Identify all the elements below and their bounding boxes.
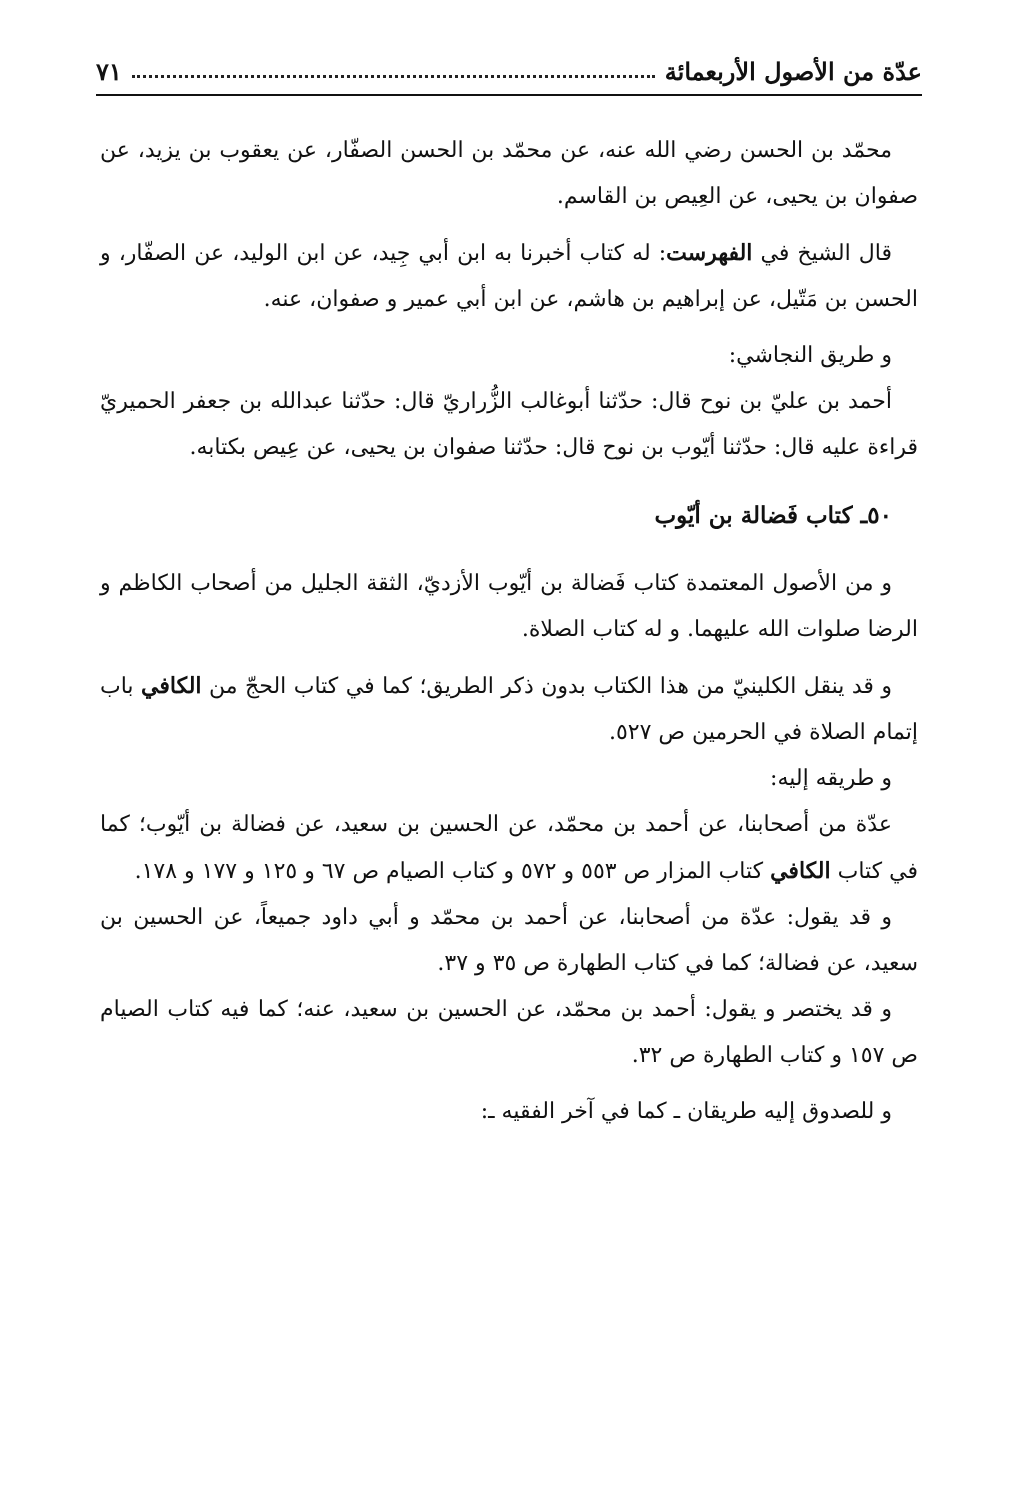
- paragraph-10: و قد يختصر و يقول: أحمد بن محمّد، عن الحسين بن سعيد، عنه؛ كما فيه كتاب الصيام ص ١٥٧ و كتاب الطهارة ص ٣٢.: [100, 997, 918, 1068]
- paragraph-2: [100, 230, 918, 323]
- paragraph-8-rest: كتاب المزار ص ٥٥٣ و ٥٧٢ و كتاب الصيام ص ٦٧ و ١٢٥ و ١٧٧ و ١٧٨.: [134, 859, 771, 884]
- fihrist-title: الفهرست: [666, 240, 753, 266]
- running-header: [96, 50, 922, 96]
- paragraph-1: محمّد بن الحسن رضي الله عنه، عن محمّد بن الحسن الصفّار، عن يعقوب بن يزيد، عن صفوان بن يحيى، عن العِيص بن القاسم.: [100, 138, 918, 209]
- paragraph-11: و للصدوق إليه طريقان ـ كما في آخر الفقيه ـ:: [480, 1099, 892, 1124]
- page-number: ٧١: [96, 57, 122, 86]
- kafi-title: الكافي: [141, 673, 202, 699]
- section-heading: ٥٠ـ كتاب فَضالة بن أيّوب: [654, 502, 892, 529]
- paragraph-7: و طريقه إليه:: [770, 766, 892, 791]
- paragraph-3: و طريق النجاشي:: [728, 343, 892, 368]
- leader-dots: [132, 74, 655, 78]
- kafi-title-2: الكافي: [770, 858, 831, 884]
- paragraph-8: [100, 802, 918, 895]
- paragraph-6-lead: و قد ينقل الكلينيّ من هذا الكتاب بدون ذكر الطريق؛ كما في كتاب الحجّ من: [201, 674, 892, 699]
- paragraph-2-lead: قال الشيخ في: [752, 241, 892, 266]
- paragraph-9: و قد يقول: عدّة من أصحابنا، عن أحمد بن محمّد و أبي داود جميعاً، عن الحسين بن سعيد، عن فضالة؛ كما في كتاب الطهارة ص ٣٥ و ٣٧.: [100, 905, 918, 976]
- paragraph-4: أحمد بن عليّ بن نوح قال: حدّثنا أبوغالب الزُّراريّ قال: حدّثنا عبدالله بن جعفر الحميريّ قراءة عليه قال: حدّثنا أيّوب بن نوح قال: حدّثنا صفوان بن يحيى، عن عِيص بكتابه.: [100, 389, 918, 460]
- paragraph-6: [100, 663, 918, 756]
- paragraph-6-rest: باب إتمام الصلاة في الحرمين ص ٥٢٧.: [100, 674, 918, 745]
- paragraph-8-lead: عدّة من أصحابنا، عن أحمد بن محمّد، عن الحسين بن سعيد، عن فضالة بن أيّوب؛ كما في كتاب: [100, 812, 918, 884]
- running-title: عدّة من الأصول الأربعمائة: [664, 57, 922, 86]
- paragraph-2-rest: : له كتاب أخبرنا به ابن أبي جِيد، عن ابن الوليد، عن الصفّار، و الحسن بن مَتّيل، عن إبراهيم بن هاشم، عن ابن أبي عمير و صفوان، عنه.: [100, 241, 918, 312]
- paragraph-5: و من الأصول المعتمدة كتاب فَضالة بن أيّوب الأزديّ، الثقة الجليل من أصحاب الكاظم و الرضا صلوات الله عليهما. و له كتاب الصلاة.: [100, 571, 918, 642]
- page-body: [100, 128, 918, 1145]
